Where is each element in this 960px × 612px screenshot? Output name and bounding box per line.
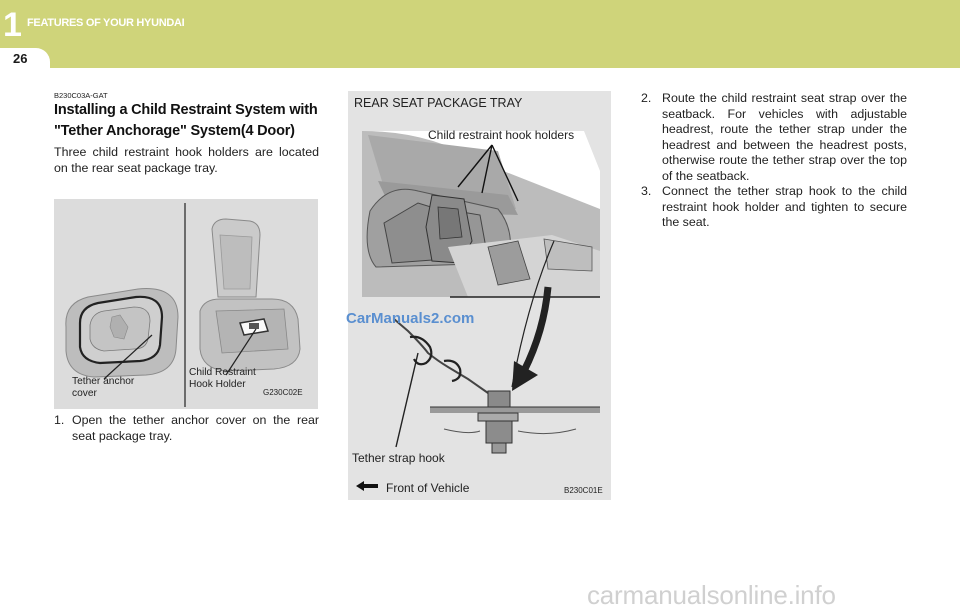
step-3-number: 3.	[641, 184, 652, 198]
figure-code-left: G230C02E	[263, 388, 303, 397]
tether-anchor-figure	[54, 199, 318, 409]
package-tray-figure	[348, 91, 611, 500]
hook-holders-label: Child restraint hook holders	[428, 128, 575, 142]
tray-figure-title: REAR SEAT PACKAGE TRAY	[354, 96, 523, 110]
tether-strap-hook-label: Tether strap hook	[352, 451, 445, 465]
section-code: B230C03A-GAT	[54, 91, 108, 100]
step-1-text: Open the tether anchor cover on the rear seat package tray.	[72, 413, 319, 443]
chapter-number: 1	[3, 6, 22, 44]
carmanuals-watermark: CarManuals2.com	[346, 310, 475, 327]
section-title	[54, 100, 324, 142]
page-number: 26	[13, 51, 28, 66]
front-of-vehicle-label: Front of Vehicle	[386, 481, 470, 495]
chapter-title: FEATURES OF YOUR HYUNDAI	[27, 17, 185, 29]
step-1-number: 1.	[54, 413, 65, 427]
section-title-line2: "Tether Anchorage" System(4 Door)	[54, 123, 295, 139]
footer-watermark: carmanualsonline.info	[587, 580, 836, 610]
package-tray-illustration	[348, 91, 611, 500]
holder-label-line1: Child Restraint	[189, 367, 256, 378]
step-2	[641, 91, 907, 184]
tether-label-line2: cover	[72, 388, 97, 399]
tether-anchor-cover-label	[72, 376, 134, 400]
intro-paragraph: Three child restraint hook holders are located on the rear seat package tray.	[54, 145, 319, 175]
holder-label-line2: Hook Holder	[189, 379, 246, 390]
section-title-line1: Installing a Child Restraint System with	[54, 102, 318, 118]
page-header	[0, 0, 960, 68]
steps-list	[641, 91, 907, 231]
step-2-text: Route the child restraint seat strap over the seatback. For vehicles with adjustable headrest, route the tether strap under the headrest and between the headrest posts, otherwise route the tether strap over the top of the seatback.	[662, 91, 907, 183]
tether-label-line1: Tether anchor	[72, 376, 135, 387]
figure-code-right: B230C01E	[564, 486, 603, 495]
hook-holder-label	[189, 367, 256, 391]
step-1	[54, 413, 319, 444]
step-2-number: 2.	[641, 91, 652, 105]
step-3-text: Connect the tether strap hook to the child restraint hook holder and tighten to secure the seat.	[662, 184, 907, 229]
step-3	[641, 184, 907, 231]
